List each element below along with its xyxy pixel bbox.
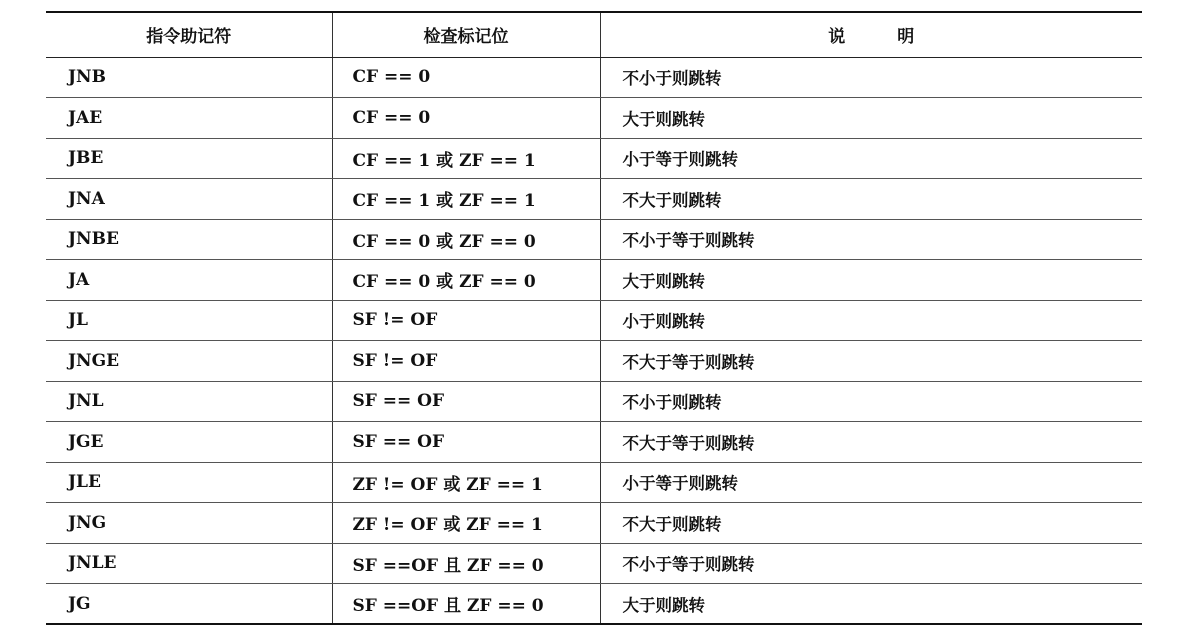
mnemonic-cell: JA bbox=[46, 260, 332, 301]
mnemonic-cell: JNG bbox=[46, 503, 332, 544]
header-description bbox=[600, 12, 1142, 57]
flags-cell: ZF != OF 或 ZF == 1 bbox=[332, 503, 600, 544]
flags-cell: SF ==OF 且 ZF == 0 bbox=[332, 584, 600, 625]
description-cell: 不大于等于则跳转 bbox=[600, 422, 1142, 463]
description-cell: 大于则跳转 bbox=[600, 584, 1142, 625]
mnemonic-cell: JGE bbox=[46, 422, 332, 463]
flags-cell: CF == 1 或 ZF == 1 bbox=[332, 138, 600, 179]
table-row bbox=[46, 422, 1142, 463]
table-row bbox=[46, 219, 1142, 260]
mnemonic-cell: JNGE bbox=[46, 341, 332, 382]
mnemonic-cell: JNBE bbox=[46, 219, 332, 260]
description-cell: 小于等于则跳转 bbox=[600, 462, 1142, 503]
description-cell: 不小于等于则跳转 bbox=[600, 543, 1142, 584]
description-cell: 不大于则跳转 bbox=[600, 503, 1142, 544]
flags-cell: SF ==OF 且 ZF == 0 bbox=[332, 543, 600, 584]
table-row bbox=[46, 462, 1142, 503]
mnemonic-cell: JLE bbox=[46, 462, 332, 503]
table-row bbox=[46, 57, 1142, 98]
table-row bbox=[46, 179, 1142, 220]
header-description-label: 说明 bbox=[828, 27, 967, 48]
description-cell: 大于则跳转 bbox=[600, 260, 1142, 301]
mnemonic-cell: JNB bbox=[46, 57, 332, 98]
flags-cell: CF == 1 或 ZF == 1 bbox=[332, 179, 600, 220]
mnemonic-cell: JNA bbox=[46, 179, 332, 220]
description-cell: 小于等于则跳转 bbox=[600, 138, 1142, 179]
table-row bbox=[46, 543, 1142, 584]
flags-cell: CF == 0 或 ZF == 0 bbox=[332, 260, 600, 301]
header-mnemonic: 指令助记符 bbox=[46, 12, 332, 57]
flags-cell: CF == 0 或 ZF == 0 bbox=[332, 219, 600, 260]
flags-cell: SF == OF bbox=[332, 381, 600, 422]
flags-cell: ZF != OF 或 ZF == 1 bbox=[332, 462, 600, 503]
table-row bbox=[46, 300, 1142, 341]
flags-cell: CF == 0 bbox=[332, 57, 600, 98]
table-row bbox=[46, 341, 1142, 382]
table-header bbox=[46, 12, 1142, 57]
jump-instruction-table bbox=[46, 11, 1142, 625]
mnemonic-cell: JAE bbox=[46, 98, 332, 139]
mnemonic-cell: JG bbox=[46, 584, 332, 625]
description-cell: 不大于则跳转 bbox=[600, 179, 1142, 220]
table-row bbox=[46, 584, 1142, 625]
header-row bbox=[46, 12, 1142, 57]
description-cell: 小于则跳转 bbox=[600, 300, 1142, 341]
description-cell: 不大于等于则跳转 bbox=[600, 341, 1142, 382]
table-body bbox=[46, 57, 1142, 624]
table-row bbox=[46, 503, 1142, 544]
mnemonic-cell: JBE bbox=[46, 138, 332, 179]
description-cell: 不小于等于则跳转 bbox=[600, 219, 1142, 260]
flags-cell: SF != OF bbox=[332, 300, 600, 341]
description-cell: 不小于则跳转 bbox=[600, 57, 1142, 98]
table-row bbox=[46, 98, 1142, 139]
table-row bbox=[46, 138, 1142, 179]
flags-cell: SF != OF bbox=[332, 341, 600, 382]
mnemonic-cell: JNL bbox=[46, 381, 332, 422]
mnemonic-cell: JL bbox=[46, 300, 332, 341]
flags-cell: SF == OF bbox=[332, 422, 600, 463]
table-row bbox=[46, 260, 1142, 301]
description-cell: 大于则跳转 bbox=[600, 98, 1142, 139]
flags-cell: CF == 0 bbox=[332, 98, 600, 139]
mnemonic-cell: JNLE bbox=[46, 543, 332, 584]
table-row bbox=[46, 381, 1142, 422]
header-flags: 检查标记位 bbox=[332, 12, 600, 57]
description-cell: 不小于则跳转 bbox=[600, 381, 1142, 422]
